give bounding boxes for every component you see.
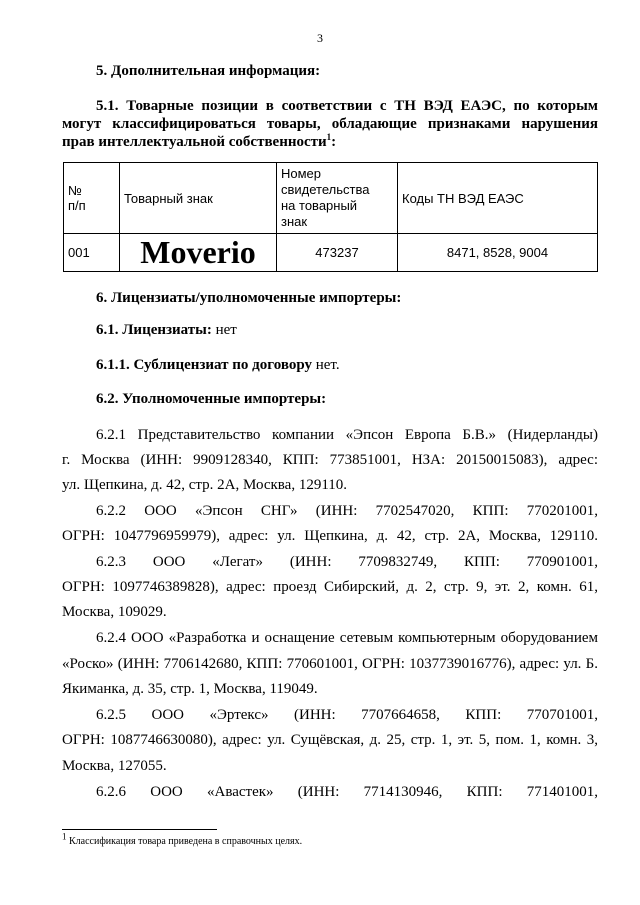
footnote-ref: 1 bbox=[326, 132, 332, 142]
para-6-2-1-line-1: 6.2.1 Представительство компании «Эпсон Европа Б.В.» (Нидерланды) bbox=[96, 427, 598, 443]
para-6-2-3-line-2: ОГРН: 1097746389828), адрес: проезд Сибирский, д. 2, стр. 9, эт. 2, комн. 61, bbox=[62, 579, 598, 595]
para-6-2-6-line-1: 6.2.6 ООО «Авастек» (ИНН: 7714130946, КПП: 771401001, bbox=[96, 784, 598, 800]
footnote: $^1$ Классификация товара приведена в справочных целях. bbox=[62, 831, 303, 847]
header-cert: Номер свидетельства на товарный знак bbox=[277, 163, 398, 234]
section-6-1-1: 6.1.1. Сублицензиат по договору нет. bbox=[96, 357, 340, 373]
section-6-title: 6. Лицензиаты/уполномоченные импортеры: bbox=[96, 290, 402, 306]
para-6-2-5-line-1: 6.2.5 ООО «Эртекс» (ИНН: 7707664658, КПП: 770701001, bbox=[96, 707, 598, 723]
trademark-table bbox=[63, 162, 598, 272]
table-row bbox=[64, 234, 598, 272]
section-5-1-line-3: прав интеллектуальной собственности$^1$: bbox=[62, 132, 337, 150]
para-6-2-1-line-2: г. Москва (ИНН: 9909128340, КПП: 773851001, НЗА: 20150015083), адрес: bbox=[62, 452, 598, 468]
para-6-2-3-line-3: Москва, 109029. bbox=[62, 604, 167, 620]
header-num: № п/п bbox=[64, 163, 120, 234]
para-6-2-4-line-1: 6.2.4 ООО «Разработка и оснащение сетевым компьютерным оборудованием bbox=[96, 630, 598, 646]
footnote-separator bbox=[62, 829, 217, 830]
page-number: 3 bbox=[317, 31, 323, 45]
header-mark: Товарный знак bbox=[120, 163, 277, 234]
row-codes: 8471, 8528, 9004 bbox=[398, 234, 598, 272]
para-6-2-4-line-2: «Роско» (ИНН: 7706142680, КПП: 770601001, ОГРН: 1037739016776), адрес: ул. Б. bbox=[62, 656, 598, 672]
para-6-2-5-line-2: ОГРН: 1087746630080), адрес: ул. Сущёвская, д. 25, стр. 1, эт. 5, пом. 1, комн. 3, bbox=[62, 732, 598, 748]
section-5-title: 5. Дополнительная информация: bbox=[96, 63, 321, 79]
section-5-1-line-1: 5.1. Товарные позиции в соответствии с ТН ВЭД ЕАЭС, по которым bbox=[96, 98, 598, 114]
trademark-moverio-logo: Moverio bbox=[120, 234, 277, 272]
table-header-row bbox=[64, 163, 598, 234]
header-codes: Коды ТН ВЭД ЕАЭС bbox=[398, 163, 598, 234]
para-6-2-2-line-1: 6.2.2 ООО «Эпсон СНГ» (ИНН: 7702547020, КПП: 770201001, bbox=[96, 503, 598, 519]
row-cert: 473237 bbox=[277, 234, 398, 272]
para-6-2-3-line-1: 6.2.3 ООО «Легат» (ИНН: 7709832749, КПП: 770901001, bbox=[96, 554, 598, 570]
para-6-2-5-line-3: Москва, 127055. bbox=[62, 758, 167, 774]
section-6-2-title: 6.2. Уполномоченные импортеры: bbox=[96, 391, 327, 407]
para-6-2-2-line-2: ОГРН: 1047796959979), адрес: ул. Щепкина, д. 42, стр. 2А, Москва, 129110. bbox=[62, 528, 598, 544]
para-6-2-4-line-3: Якиманка, д. 35, стр. 1, Москва, 119049. bbox=[62, 681, 318, 697]
para-6-2-1-line-3: ул. Щепкина, д. 42, стр. 2А, Москва, 129110. bbox=[62, 477, 348, 493]
section-6-1: 6.1. Лицензиаты: нет bbox=[96, 322, 237, 338]
row-num: 001 bbox=[64, 234, 120, 272]
section-5-1-line-2: могут классифицироваться товары, обладающие признаками нарушения bbox=[62, 116, 598, 132]
